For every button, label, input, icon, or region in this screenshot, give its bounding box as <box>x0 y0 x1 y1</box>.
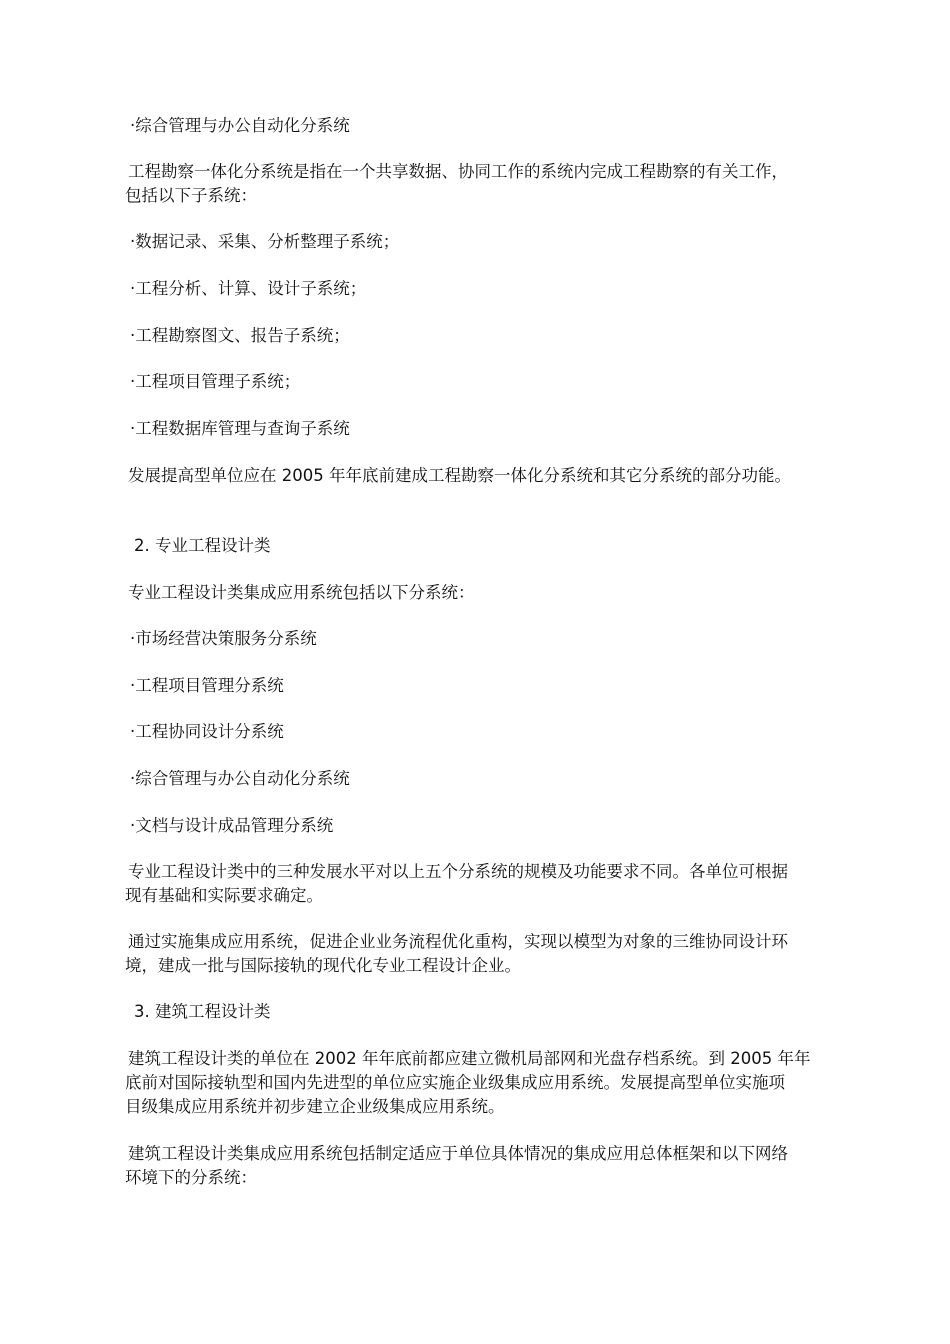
bullet-item: ·工程项目管理子系统； <box>130 372 301 391</box>
paragraph-line: 环境下的分系统： <box>125 1168 257 1187</box>
paragraph-line: 目级集成应用系统并初步建立企业级集成应用系统。 <box>125 1097 505 1116</box>
paragraph-line: 发展提高型单位应在 2005 年年底前建成工程勘察一体化分系统和其它分系统的部分功能。 <box>128 466 791 485</box>
bullet-item: ·工程勘察图文、报告子系统； <box>130 326 350 345</box>
bullet-item: ·工程项目管理分系统 <box>130 676 284 695</box>
section-heading: 2. 专业工程设计类 <box>134 536 271 555</box>
paragraph-line: 现有基础和实际要求确定。 <box>125 886 323 905</box>
paragraph-line: 专业工程设计类集成应用系统包括以下分系统： <box>128 583 475 602</box>
bullet-item: ·综合管理与办公自动化分系统 <box>130 769 350 788</box>
paragraph-line: 工程勘察一体化分系统是指在一个共享数据、协同工作的系统内完成工程勘察的有关工作， <box>128 162 788 181</box>
paragraph-line: 专业工程设计类中的三种发展水平对以上五个分系统的规模及功能要求不同。各单位可根据 <box>128 862 788 881</box>
paragraph-line: 通过实施集成应用系统，促进企业业务流程优化重构，实现以模型为对象的三维协同设计环 <box>128 932 788 951</box>
bullet-item: ·文档与设计成品管理分系统 <box>130 816 334 835</box>
paragraph-line: 包括以下子系统： <box>125 186 257 205</box>
bullet-item: ·市场经营决策服务分系统 <box>130 629 317 648</box>
bullet-item: ·工程协同设计分系统 <box>130 722 284 741</box>
section-heading: 3. 建筑工程设计类 <box>134 1002 271 1021</box>
paragraph-line: 底前对国际接轨型和国内先进型的单位应实施企业级集成应用系统。发展提高型单位实施项 <box>125 1073 785 1092</box>
bullet-item: ·数据记录、采集、分析整理子系统； <box>130 232 400 251</box>
bullet-item: ·工程数据库管理与查询子系统 <box>130 419 350 438</box>
paragraph-line: 境，建成一批与国际接轨的现代化专业工程设计企业。 <box>125 956 521 975</box>
paragraph-line: 建筑工程设计类的单位在 2002 年年底前都应建立微机局部网和光盘存档系统。到 2005 年年 <box>128 1049 811 1068</box>
bullet-item: ·综合管理与办公自动化分系统 <box>130 116 350 135</box>
paragraph-line: 建筑工程设计类集成应用系统包括制定适应于单位具体情况的集成应用总体框架和以下网络 <box>128 1144 788 1163</box>
bullet-item: ·工程分析、计算、设计子系统； <box>130 279 367 298</box>
